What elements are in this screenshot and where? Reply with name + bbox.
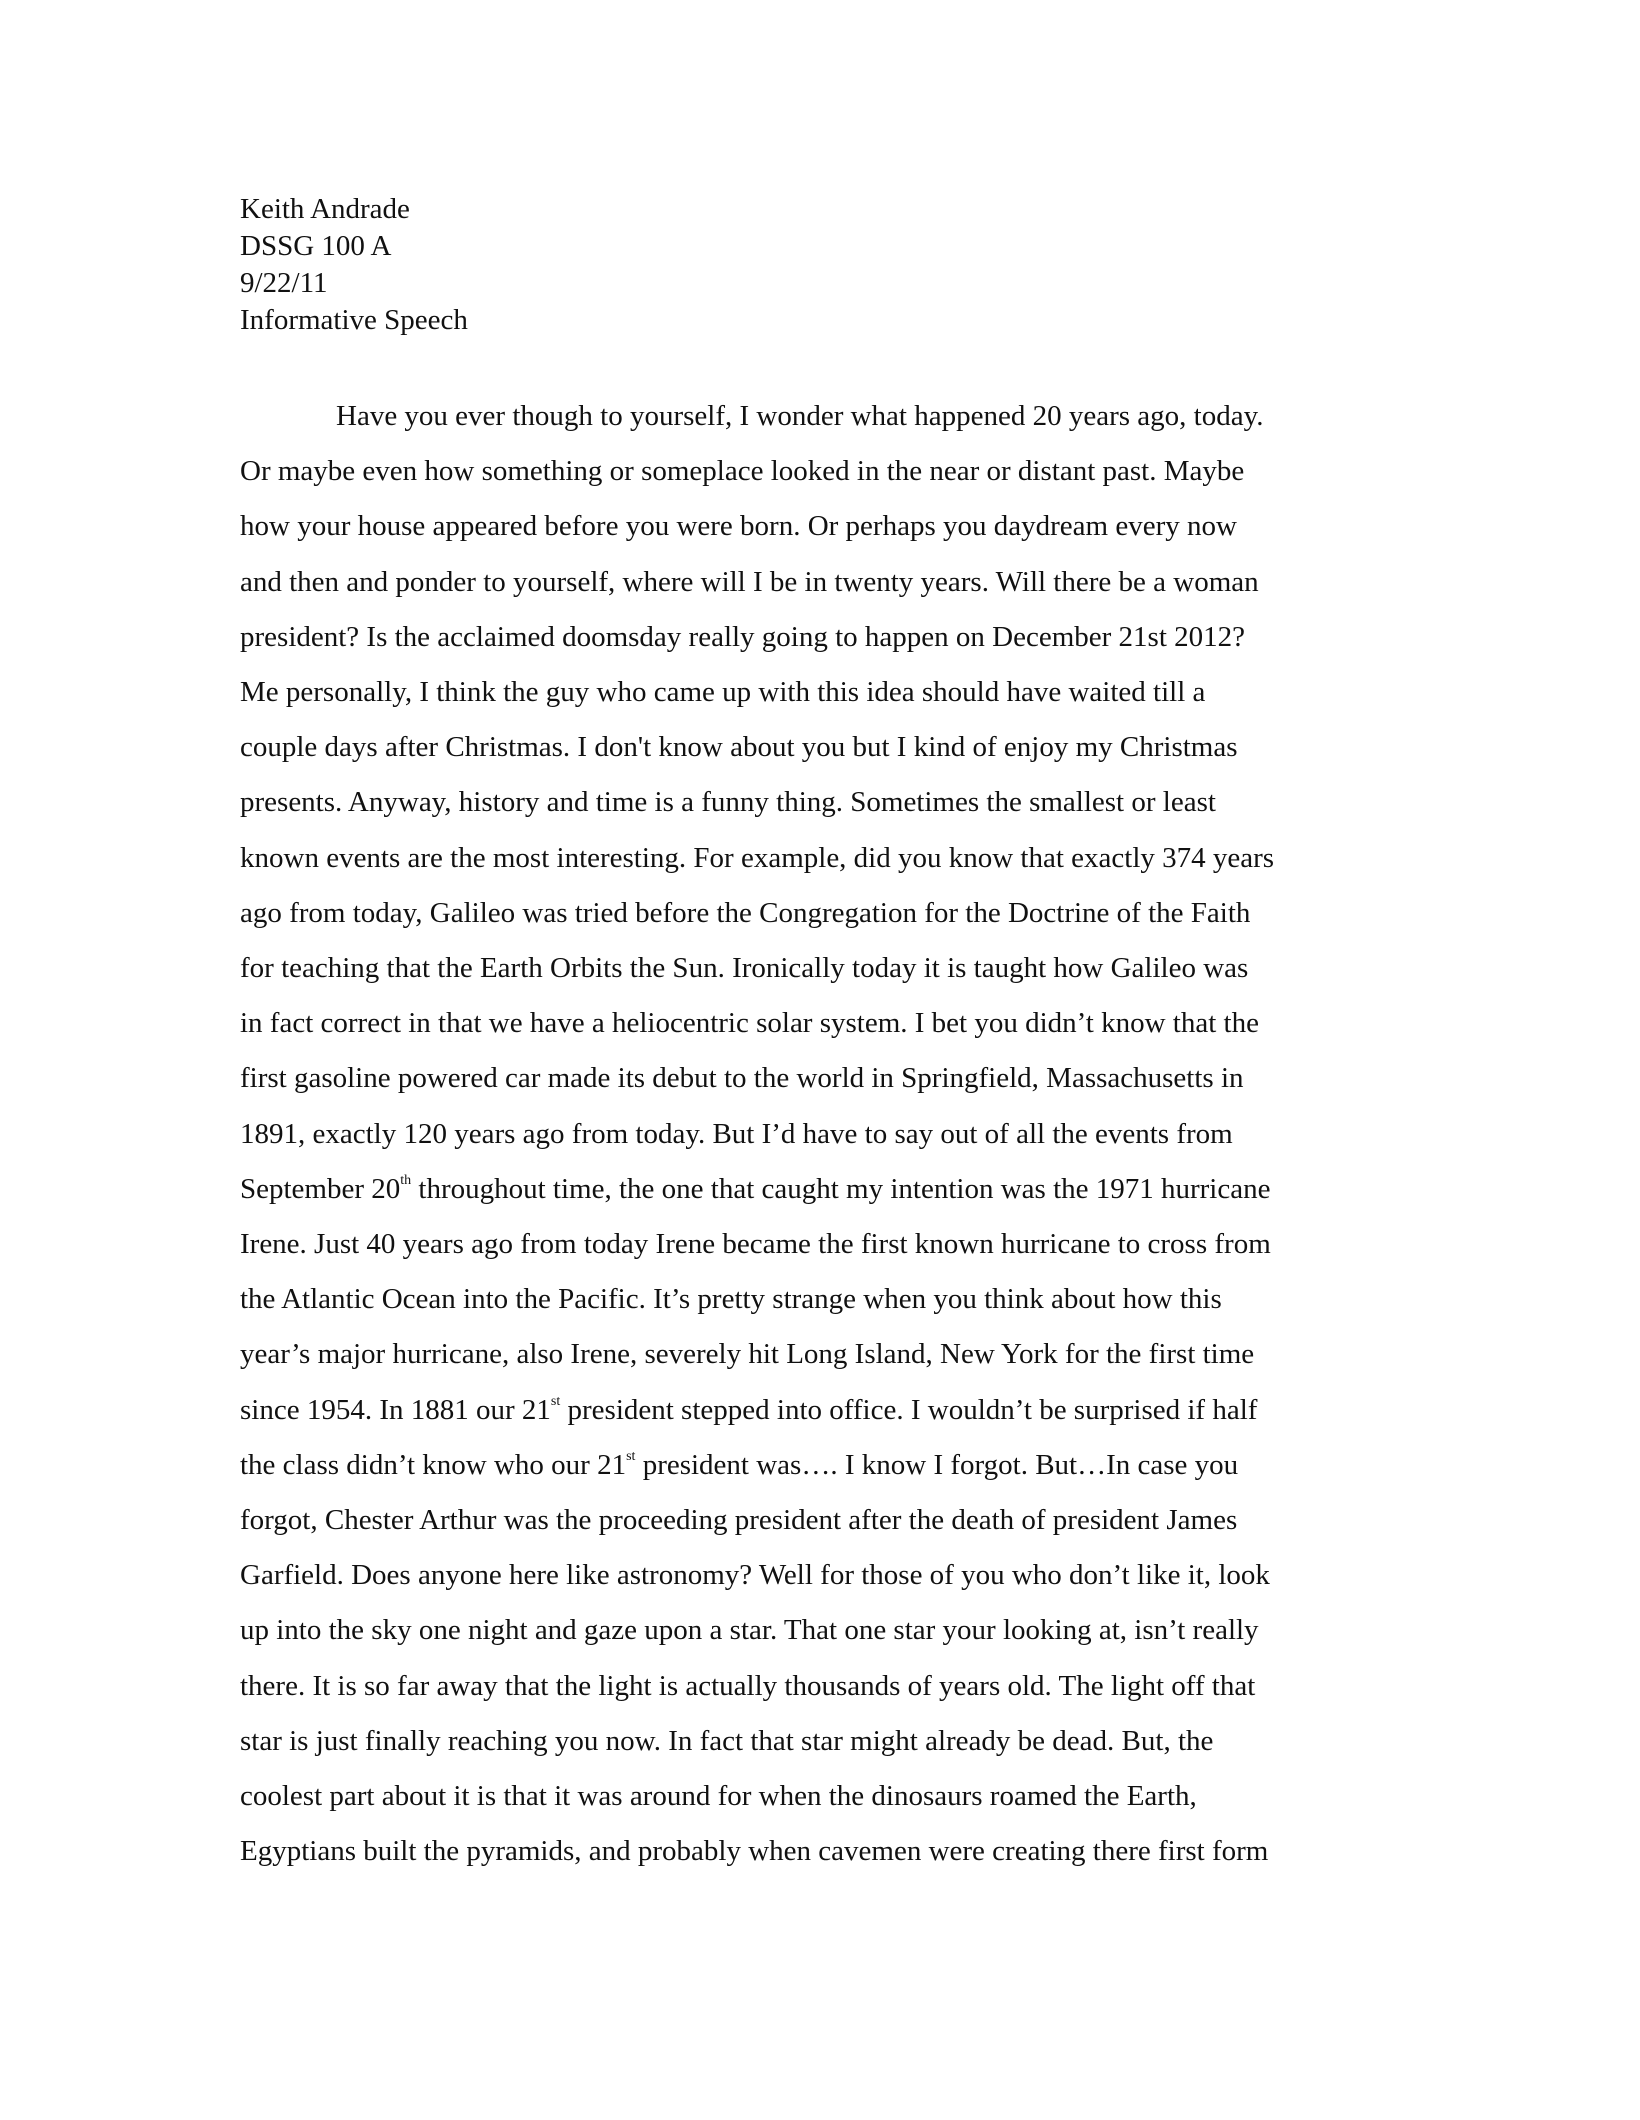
ordinal-suffix: st bbox=[550, 1393, 561, 1409]
body-line: Or maybe even how something or someplace looked in the near or distant past. Maybe bbox=[240, 455, 1245, 488]
ordinal-suffix: st bbox=[626, 1448, 636, 1464]
author-name: Keith Andrade bbox=[240, 193, 410, 225]
body-line: year’s major hurricane, also Irene, severely hit Long Island, New York for the first time bbox=[240, 1338, 1255, 1371]
body-line: couple days after Christmas. I don't know about you but I kind of enjoy my Christmas bbox=[240, 731, 1238, 764]
body-line: Garfield. Does anyone here like astronomy? Well for those of you who don’t like it, look bbox=[240, 1559, 1270, 1592]
body-line: and then and ponder to yourself, where will I be in twenty years. Will there be a woman bbox=[240, 565, 1259, 598]
body-line: for teaching that the Earth Orbits the Sun. Ironically today it is taught how Galileo was bbox=[240, 952, 1249, 985]
body-line-superscript bbox=[240, 1438, 1400, 1493]
body-line: there. It is so far away that the light is actually thousands of years old. The light off that bbox=[240, 1669, 1256, 1702]
body-line: Egyptians built the pyramids, and probably when cavemen were creating there first form bbox=[240, 1835, 1269, 1868]
body-line: Have you ever though to yourself, I wonder what happened 20 years ago, today. bbox=[336, 400, 1264, 432]
line-text-after: president was…. I know I forgot. But…In case you bbox=[635, 1448, 1239, 1481]
speech-body bbox=[240, 389, 1400, 1879]
document-date: 9/22/11 bbox=[240, 267, 328, 299]
body-line: star is just finally reaching you now. In fact that star might already be dead. But, the bbox=[240, 1724, 1214, 1757]
line-text-before: since 1954. In 1881 our 21 bbox=[240, 1393, 551, 1426]
body-line: the Atlantic Ocean into the Pacific. It’s pretty strange when you think about how this bbox=[240, 1283, 1222, 1316]
body-line: presents. Anyway, history and time is a funny thing. Sometimes the smallest or least bbox=[240, 786, 1216, 819]
body-line: coolest part about it is that it was around for when the dinosaurs roamed the Earth, bbox=[240, 1780, 1197, 1813]
body-line: 1891, exactly 120 years ago from today. But I’d have to say out of all the events from bbox=[240, 1117, 1233, 1150]
line-text-after: president stepped into office. I wouldn’t be surprised if half bbox=[560, 1393, 1258, 1426]
assignment-title: Informative Speech bbox=[240, 304, 468, 336]
body-line: in fact correct in that we have a heliocentric solar system. I bet you didn’t know that the bbox=[240, 1007, 1259, 1040]
line-text-before: the class didn’t know who our 21 bbox=[240, 1448, 627, 1481]
line-text-before: September 20 bbox=[240, 1172, 401, 1205]
course-code: DSSG 100 A bbox=[240, 230, 392, 262]
body-line: known events are the most interesting. For example, did you know that exactly 374 years bbox=[240, 841, 1275, 874]
document-header bbox=[240, 191, 1400, 339]
body-line-superscript bbox=[240, 1383, 1400, 1438]
body-line: ago from today, Galileo was tried before the Congregation for the Doctrine of the Faith bbox=[240, 896, 1251, 929]
body-line: how your house appeared before you were born. Or perhaps you daydream every now bbox=[240, 510, 1237, 543]
ordinal-suffix: th bbox=[400, 1172, 412, 1188]
body-line: Me personally, I think the guy who came up with this idea should have waited till a bbox=[240, 676, 1206, 709]
body-line: president? Is the acclaimed doomsday really going to happen on December 21st 2012? bbox=[240, 620, 1246, 653]
body-line: Irene. Just 40 years ago from today Irene became the first known hurricane to cross from bbox=[240, 1228, 1271, 1261]
body-line: first gasoline powered car made its debut to the world in Springfield, Massachusetts in bbox=[240, 1062, 1244, 1095]
body-line: up into the sky one night and gaze upon a star. That one star your looking at, isn’t really bbox=[240, 1614, 1259, 1647]
line-text-after: throughout time, the one that caught my intention was the 1971 hurricane bbox=[411, 1172, 1271, 1205]
body-line-superscript bbox=[240, 1162, 1400, 1217]
body-line: forgot, Chester Arthur was the proceeding president after the death of president James bbox=[240, 1504, 1238, 1537]
